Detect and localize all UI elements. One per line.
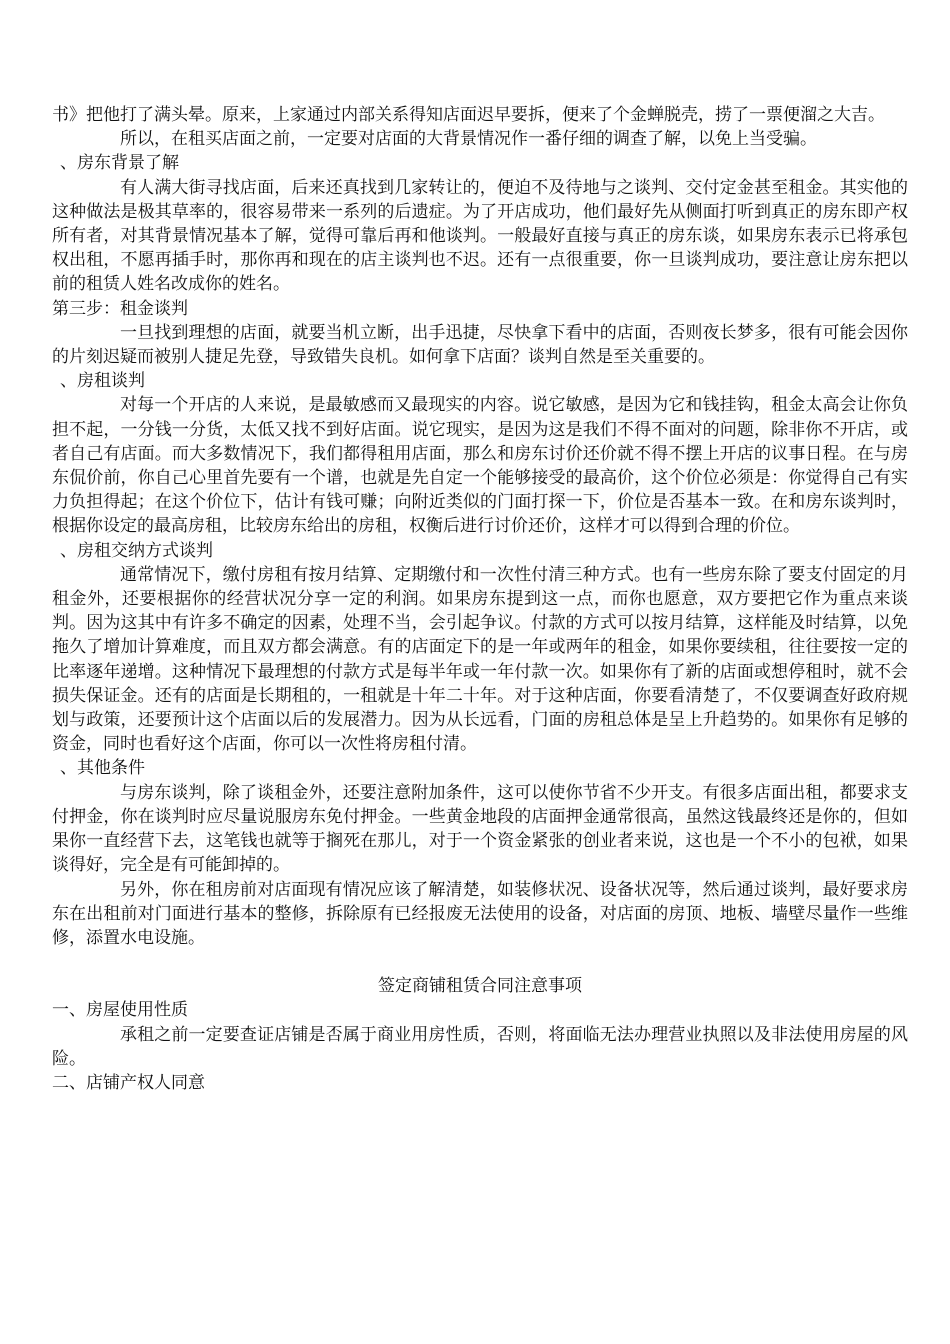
paragraph-2: 所以，在租买店面之前，一定要对店面的大背景情况作一番仔细的调查了解，以免上当受骗。 bbox=[120, 129, 817, 150]
heading-usage-nature: 一、房屋使用性质 bbox=[52, 1000, 188, 1021]
paragraph-3: 有人满大街寻找店面，后来还真找到几家转让的，便迫不及待地与之谈判、交付定金甚至租金。其实他的这种做法是极其草率的，很容易带来一系列的后遗症。为了开店成功，他们最好先从侧面打听到真正的房东即产权所有者，对其背景情况基本了解，觉得可靠后再和他谈判。一般最好直接与真正的房东谈，如果房东表示已将承包权出租，不愿再插手时，那你再和现在的店主谈判也不迟。还有一点很重要，你一旦谈判成功，要注意让房东把以前的租赁人姓名改成你的姓名。 bbox=[52, 177, 908, 295]
paragraph-5: 对每一个开店的人来说，是最敏感而又最现实的内容。说它敏感，是因为它和钱挂钩，租金太高会让你负担不起，一分钱一分货，太低又找不到好店面。说它现实，是因为这是我们不得不面对的问题，除非你不开店，或者自己有店面。而大多数情况下，我们都得租用店面，那么和房东讨价还价就不得不摆上开店的议事日程。在与房东侃价前，你自己心里首先要有一个谱，也就是先自定一个能够接受的最高价，这个价位必须是：你觉得自己有实力负担得起；在这个价位下，估计有钱可赚；向附近类似的门面打探一下，价位是否基本一致。在和房东谈判时，根据你设定的最高房租，比较房东给出的房租，权衡后进行讨价还价，这样才可以得到合理的价位。 bbox=[52, 395, 908, 537]
paragraph-4: 一旦找到理想的店面，就要当机立断，出手迅捷，尽快拿下看中的店面，否则夜长梦多，很有可能会因你的片刻迟疑而被别人捷足先登，导致错失良机。如何拿下店面？谈判自然是至关重要的。 bbox=[52, 322, 908, 368]
heading-step-three: 第三步：租金谈判 bbox=[52, 298, 188, 319]
paragraph-7: 与房东谈判，除了谈租金外，还要注意附加条件，这可以使你节省不少开支。有很多店面出租，都要求支付押金，你在谈判时应尽量说服房东免付押金。一些黄金地段的店面押金通常很高，虽然这钱最终还是你的，但如果你一直经营下去，这笔钱也就等于搁死在那儿，对于一个资金紧张的创业者来说，这也是一个不小的包袱，如果谈得好，完全是有可能卸掉的。 bbox=[52, 782, 908, 876]
heading-rent-negotiation: 、房租谈判 bbox=[60, 371, 145, 392]
heading-owner-consent: 二、店铺产权人同意 bbox=[52, 1072, 205, 1093]
section-spacer bbox=[52, 950, 908, 974]
section-title: 签定商铺租赁合同注意事项 bbox=[378, 976, 582, 997]
paragraph-9: 承租之前一定要查证店铺是否属于商业用房性质，否则，将面临无法办理营业执照以及非法使用房屋的风险。 bbox=[52, 1024, 908, 1069]
document-page bbox=[52, 103, 908, 1095]
paragraph-8: 另外，你在租房前对店面现有情况应该了解清楚，如装修状况、设备状况等，然后通过谈判，最好要求房东在出租前对门面进行基本的整修，拆除原有已经报废无法使用的设备，对店面的房顶、地板、墙壁尽量作一些维修，添置水电设施。 bbox=[52, 879, 908, 948]
heading-payment-method: 、房租交纳方式谈判 bbox=[60, 540, 213, 561]
paragraph-1: 书》把他打了满头晕。原来，上家通过内部关系得知店面迟早要拆，便来了个金蝉脱壳，捞了一票便溜之大吉。 bbox=[52, 105, 885, 125]
heading-landlord-background: 、房东背景了解 bbox=[60, 153, 179, 174]
paragraph-6: 通常情况下，缴付房租有按月结算、定期缴付和一次性付清三种方式。也有一些房东除了要支付固定的月租金外，还要根据你的经营状况分享一定的利润。如果房东提到这一点，而你也愿意，双方要把它作为重点来谈判。因为这其中有许多不确定的因素，处理不当，会引起争议。付款的方式可以按月结算，这样能及时结算，以免拖久了增加计算难度，而且双方都会满意。有的店面定下的是一年或两年的租金，如果你要续租，往往要按一定的比率逐年递增。这种情况下最理想的付款方式是每半年或一年付款一次。如果你有了新的店面或想停租时，就不会损失保证金。还有的店面是长期租的，一租就是十年二十年。对于这种店面，你要看清楚了，不仅要调查好政府规划与政策，还要预计这个店面以后的发展潜力。因为从长远看，门面的房租总体是呈上升趋势的。如果你有足够的资金，同时也看好这个店面，你可以一次性将房租付清。 bbox=[52, 564, 908, 755]
heading-other-conditions: 、其他条件 bbox=[60, 758, 145, 779]
